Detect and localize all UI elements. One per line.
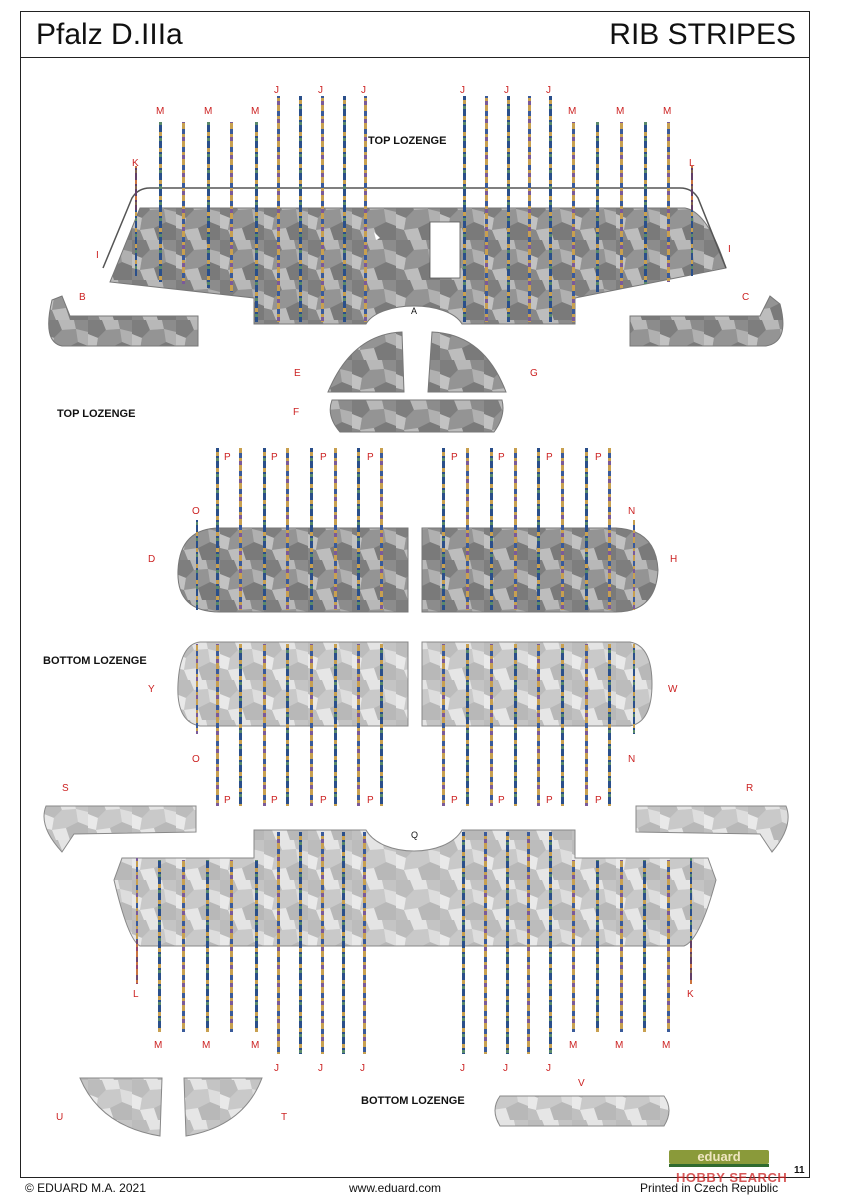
label-r: R (746, 783, 754, 794)
label-j: J (546, 1063, 551, 1074)
part-e (328, 332, 404, 392)
part-b (49, 296, 198, 346)
label-j: J (460, 85, 465, 96)
label-p: P (595, 795, 602, 806)
label-j: J (274, 85, 279, 96)
label-g: G (530, 368, 538, 379)
label-m: M (615, 1040, 624, 1051)
label-l: L (689, 158, 695, 169)
label-p: P (224, 452, 231, 463)
label-p: P (320, 452, 327, 463)
label-j: J (274, 1063, 279, 1074)
bottom-lozenge-side-label: BOTTOM LOZENGE (43, 655, 147, 667)
label-j: J (318, 85, 323, 96)
label-v: V (578, 1078, 585, 1089)
label-p: P (595, 452, 602, 463)
label-i: I (96, 250, 99, 261)
part-c (630, 296, 783, 346)
part-a-upper-wing (103, 188, 726, 324)
part-s (44, 806, 196, 852)
label-f: F (293, 407, 300, 418)
label-o: O (192, 506, 200, 517)
label-k: K (132, 158, 139, 169)
part-g (428, 332, 506, 392)
label-j: J (546, 85, 551, 96)
label-m: M (156, 106, 165, 117)
label-p: P (367, 452, 374, 463)
label-n: N (628, 506, 636, 517)
label-j: J (361, 85, 366, 96)
page-number: 11 (794, 1165, 805, 1176)
label-m: M (251, 1040, 260, 1051)
label-m: M (154, 1040, 163, 1051)
part-u (80, 1078, 162, 1136)
model-title: Pfalz D.IIIa (36, 18, 183, 51)
label-j: J (460, 1063, 465, 1074)
label-p: P (320, 795, 327, 806)
top-lozenge-label: TOP LOZENGE (368, 135, 447, 147)
lower-wing-rib-stripes (196, 448, 635, 806)
label-t: T (281, 1112, 288, 1123)
part-t (184, 1078, 262, 1136)
label-j: J (318, 1063, 323, 1074)
part-q-lower-surface (114, 830, 716, 946)
label-p: P (224, 795, 231, 806)
label-m: M (569, 1040, 578, 1051)
label-m: M (204, 106, 213, 117)
label-e: E (294, 368, 301, 379)
label-l: L (133, 989, 139, 1000)
label-m: M (663, 106, 672, 117)
label-p: P (546, 795, 553, 806)
label-u: U (56, 1112, 64, 1123)
label-m: M (568, 106, 577, 117)
eduard-logo: eduard (669, 1150, 769, 1164)
label-m: M (616, 106, 625, 117)
part-r (636, 806, 788, 852)
label-p: P (546, 452, 553, 463)
label-m: M (202, 1040, 211, 1051)
label-b: B (79, 292, 86, 303)
label-p: P (451, 795, 458, 806)
label-q: Q (411, 830, 419, 840)
website-text: www.eduard.com (349, 1181, 442, 1195)
label-n: N (628, 754, 636, 765)
label-h: H (670, 554, 678, 565)
part-f (330, 400, 503, 432)
part-v (495, 1096, 669, 1126)
label-w: W (668, 684, 678, 695)
label-j: J (504, 85, 509, 96)
bottom-lozenge-label: BOTTOM LOZENGE (361, 1095, 465, 1107)
label-a: A (411, 306, 418, 316)
label-j: J (360, 1063, 365, 1074)
copyright-text: © EDUARD M.A. 2021 (25, 1181, 146, 1195)
label-k: K (687, 989, 694, 1000)
label-o: O (192, 754, 200, 765)
label-m: M (251, 106, 260, 117)
sheet-title: RIB STRIPES (609, 18, 796, 51)
logo-underline (669, 1164, 769, 1167)
label-s: S (62, 783, 69, 794)
printed-in-text: Printed in Czech Republic (640, 1181, 779, 1195)
label-j: J (503, 1063, 508, 1074)
label-y: Y (148, 684, 155, 695)
label-p: P (498, 795, 505, 806)
label-i: I (728, 244, 731, 255)
part-d (178, 528, 408, 612)
label-p: P (451, 452, 458, 463)
label-c: C (742, 292, 750, 303)
label-p: P (271, 795, 278, 806)
part-y (178, 642, 408, 726)
top-lozenge-side-label: TOP LOZENGE (57, 408, 136, 420)
hobby-search-watermark: HOBBY SEARCH (676, 1170, 788, 1185)
label-d: D (148, 554, 156, 565)
label-p: P (271, 452, 278, 463)
label-p: P (498, 452, 505, 463)
label-m: M (662, 1040, 671, 1051)
label-p: P (367, 795, 374, 806)
